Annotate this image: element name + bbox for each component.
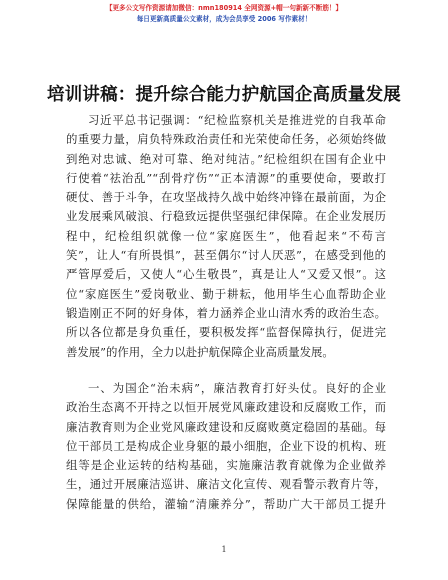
paragraph-intro xyxy=(66,111,386,362)
paragraph-line: 生，通过开展廉洁巡讲、廉洁文化宣传、观看警示教育片等， xyxy=(66,477,386,492)
promo-banner-line-1: 【更多公文写作资源请加微信：nmn180914 全网资源+帽一句新新不断筋！】 xyxy=(105,4,343,12)
paragraph-line: 行使着“祛治乱”“刮骨疗伤”“正本清源”的重要使命，要敢打 xyxy=(66,170,386,185)
paragraph-line: 程中，纪检组织就像一位“家庭医生”，他看起来“不苟言 xyxy=(66,228,386,243)
paragraph-line: 锻造刚正不阿的好身体，着力涵养企业山清水秀的政治生态。 xyxy=(66,305,386,320)
paragraph-line: 善发展”的作用，全力以赴护航保障企业高质量发展。 xyxy=(66,344,334,359)
paragraph-line: 保障能量的供给，灌输“清廉养分”，帮助广大干部员工提升 xyxy=(66,496,386,511)
page-number: 1 xyxy=(221,545,227,554)
paragraph-line: 组等是企业运转的结构基础，实施廉洁教育就像为企业做养 xyxy=(66,458,386,473)
paragraph-line: 所以各位都是身负重任，要积极发挥“监督保障执行，促进完 xyxy=(66,325,386,340)
paragraph-line: 位“家庭医生”爱岗敬业、勤于耕耘，他用毕生心血帮助企业 xyxy=(66,286,386,301)
paragraph-line: 一、为国企“治未病”，廉洁教育打好头仗。良好的企业 xyxy=(88,381,386,395)
promo-banner-line-2: 每日更新高质量公文素材，成为会员享受 2006 写作素材！ xyxy=(136,15,312,23)
paragraph-section-one xyxy=(66,379,386,514)
paragraph-line: 习近平总书记强调：“纪检监察机关是推进党的自我革命 xyxy=(88,113,386,127)
paragraph-line: 业发展乘风破浪、行稳致远提供坚强纪律保障。在企业发展历 xyxy=(66,209,386,224)
paragraph-line: 到绝对忠诚、绝对可靠、绝对纯洁。”纪检组织在国有企业中 xyxy=(66,151,386,166)
paragraph-line: 的重要力量，肩负特殊政治责任和光荣使命任务，必须始终做 xyxy=(66,132,386,147)
paragraph-line: 硬仗、善于斗争，在攻坚战持久战中始终冲锋在最前面，为企 xyxy=(66,190,386,205)
paragraph-line: 严管厚爱后，又使人“心生敬畏”，真是让人“又爱又恨”。这 xyxy=(66,267,386,282)
document-title: 培训讲稿：提升综合能力护航国企高质量发展 xyxy=(47,85,401,105)
paragraph-line: 廉洁教育则为企业党风廉政建设和反腐败奠定稳固的基础。每 xyxy=(66,419,386,434)
paragraph-line: 笑”，让人“有所畏惧”，甚至偶尔“讨人厌恶”，在感受到他的 xyxy=(66,248,386,263)
paragraph-line: 位干部员工是构成企业身躯的最小细胞，企业下设的机构、班 xyxy=(66,438,386,453)
paragraph-line: 政治生态离不开持之以恒开展党风廉政建设和反腐败工作，而 xyxy=(66,400,386,415)
